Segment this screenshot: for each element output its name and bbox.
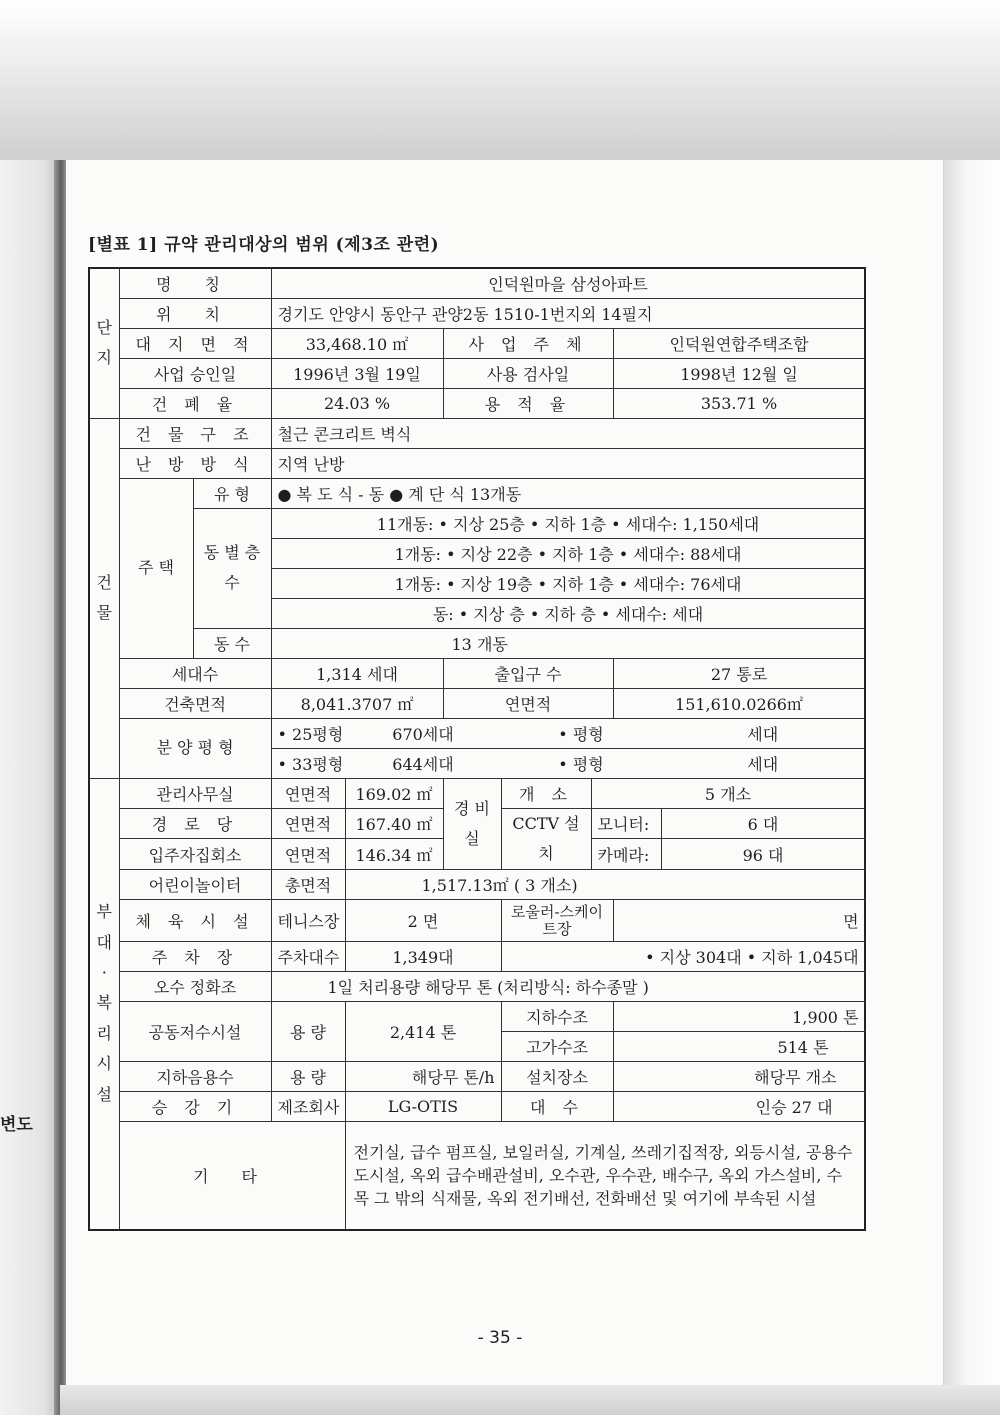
site-area-label: 대 지 면 적 xyxy=(119,328,271,358)
underground-tank-value: 1,900 톤 xyxy=(613,1002,865,1032)
type-label: 유 형 xyxy=(193,478,271,508)
office-key: 연면적 xyxy=(271,778,345,808)
table-caption xyxy=(88,230,439,255)
total-floor-area-value: 151,610.0266㎡ xyxy=(613,688,865,718)
coverage-ratio-value: 24.03 % xyxy=(271,388,443,418)
floors-row: 1개동: • 지상 19층 • 지하 1층 • 세대수: 76세대 xyxy=(271,568,865,598)
groundwater-label: 지하음용수 xyxy=(119,1062,271,1092)
dong-count-value: 13 개동 xyxy=(271,628,865,658)
sale-units-b: 670세대 xyxy=(345,718,501,748)
location-label: 위 치 xyxy=(119,298,271,328)
playground-value: 1,517.13㎡ ( 3 개소) xyxy=(345,870,865,900)
units-label: 세대수 xyxy=(119,658,271,688)
guard-count-value: 5 개소 xyxy=(591,778,865,808)
coverage-ratio-label: 건 폐 율 xyxy=(119,388,271,418)
dong-count-label: 동 수 xyxy=(193,628,271,658)
sale-size-label: 분 양 평 형 xyxy=(119,718,271,778)
floor-area-ratio-value: 353.71 % xyxy=(613,388,865,418)
right-page-edge xyxy=(944,160,1000,1415)
parking-value: 1,349대 xyxy=(345,942,501,972)
entrance-value: 27 통로 xyxy=(613,658,865,688)
cctv-label: CCTV 설치 xyxy=(501,808,591,870)
cctv-camera-key: 카메라: xyxy=(591,839,661,870)
senior-center-key: 연면적 xyxy=(271,808,345,839)
parking-label: 주 차 장 xyxy=(119,942,271,972)
parking-detail: • 지상 304대 • 지하 1,045대 xyxy=(501,942,865,972)
elevator-label: 승 강 기 xyxy=(119,1092,271,1122)
office-label: 관리사무실 xyxy=(119,778,271,808)
building-area-label: 건축면적 xyxy=(119,688,271,718)
resident-hall-label: 입주자집회소 xyxy=(119,839,271,870)
groundwater-place-value: 해당무 개소 xyxy=(613,1062,865,1092)
floors-label: 동 별 층 수 xyxy=(193,508,271,628)
groundwater-place-label: 설치장소 xyxy=(501,1062,613,1092)
name-value: 인덕원마을 삼성아파트 xyxy=(271,268,865,298)
heating-label: 난 방 방 식 xyxy=(119,448,271,478)
others-value: 전기실, 급수 펌프실, 보일러실, 기계실, 쓰레기집적장, 외등시설, 공용수도시설, 옥외 급수배관설비, 오수관, 우수관, 배수구, 옥외 가스설비, 수목 그 밖의 식재물, 옥외 전기배선, 전화배선 및 여기에 부속된 시설 xyxy=(345,1122,865,1230)
floors-row: 동: • 지상 층 • 지하 층 • 세대수: 세대 xyxy=(271,598,865,628)
guard-count-label: 개 소 xyxy=(501,778,591,808)
playground-key: 총면적 xyxy=(271,870,345,900)
guard-room-label: 경 비 실 xyxy=(443,778,501,870)
floors-row: 1개동: • 지상 22층 • 지하 1층 • 세대수: 88세대 xyxy=(271,538,865,568)
tennis-value: 2 면 xyxy=(345,900,501,942)
approval-date-value: 1996년 3월 19일 xyxy=(271,358,443,388)
parking-key: 주차대수 xyxy=(271,942,345,972)
location-value: 경기도 안양시 동안구 관양2동 1510-1번지외 14필지 xyxy=(271,298,865,328)
left-page-edge xyxy=(0,160,62,1415)
septic-label: 오수 정화조 xyxy=(119,972,271,1002)
group-label-facilities: 부 대 · 복 리 시 설 xyxy=(89,778,119,1230)
groundwater-value: 해당무 톤/h xyxy=(345,1062,501,1092)
units-value: 1,314 세대 xyxy=(271,658,443,688)
resident-hall-key: 연면적 xyxy=(271,839,345,870)
elevated-tank-value: 514 톤 xyxy=(613,1032,865,1062)
scan-bottom-background xyxy=(60,1385,1000,1415)
water-storage-label: 공동저수시설 xyxy=(119,1002,271,1062)
approval-date-label: 사업 승인일 xyxy=(119,358,271,388)
sale-units-d: 세대 xyxy=(661,748,865,778)
underground-tank-label: 지하수조 xyxy=(501,1002,613,1032)
cctv-monitor-key: 모니터: xyxy=(591,808,661,839)
structure-value: 철근 콘크리트 벽식 xyxy=(271,418,865,448)
type-value: ● 복 도 식 - 동 ● 계 단 식 13개동 xyxy=(271,478,865,508)
housing-label: 주 택 xyxy=(119,478,193,658)
developer-label: 사 업 주 체 xyxy=(443,328,613,358)
name-label: 명 칭 xyxy=(119,268,271,298)
sports-label: 체 육 시 설 xyxy=(119,900,271,942)
group-label-others: 기 타 xyxy=(119,1122,345,1230)
caption-title: 규약 관리대상의 범위 (제3조 관련) xyxy=(164,235,440,255)
sale-size-a: • 33평형 xyxy=(271,748,345,778)
cctv-camera-value: 96 대 xyxy=(661,839,865,870)
scan-top-background xyxy=(0,0,1000,160)
cctv-monitor-value: 6 대 xyxy=(661,808,865,839)
caption-tag: [별표 1] xyxy=(88,235,158,255)
floors-row: 11개동: • 지상 25층 • 지하 1층 • 세대수: 1,150세대 xyxy=(271,508,865,538)
heating-value: 지역 난방 xyxy=(271,448,865,478)
elevator-maker-value: LG-OTIS xyxy=(345,1092,501,1122)
playground-label: 어린이놀이터 xyxy=(119,870,271,900)
sale-size-c: • 평형 xyxy=(501,718,661,748)
management-scope-table xyxy=(88,267,866,1231)
sale-units-d: 세대 xyxy=(661,718,865,748)
roller-rink-value: 면 xyxy=(613,900,865,942)
resident-hall-value: 146.34 ㎡ xyxy=(345,839,443,870)
structure-label: 건 물 구 조 xyxy=(119,418,271,448)
water-storage-value: 2,414 톤 xyxy=(345,1002,501,1062)
entrance-label: 출입구 수 xyxy=(443,658,613,688)
senior-center-value: 167.40 ㎡ xyxy=(345,808,443,839)
elevator-count-value: 인승 27 대 xyxy=(613,1092,865,1122)
developer-value: 인덕원연합주택조합 xyxy=(613,328,865,358)
senior-center-label: 경 로 당 xyxy=(119,808,271,839)
sale-size-c: • 평형 xyxy=(501,748,661,778)
elevator-count-label: 대 수 xyxy=(501,1092,613,1122)
group-label-building: 건 물 xyxy=(89,418,119,778)
roller-rink-key: 로울러-스케이트장 xyxy=(501,900,613,942)
site-area-value: 33,468.10 ㎡ xyxy=(271,328,443,358)
office-value: 169.02 ㎡ xyxy=(345,778,443,808)
sale-size-a: • 25평형 xyxy=(271,718,345,748)
elevator-maker-key: 제조회사 xyxy=(271,1092,345,1122)
left-page-text-fragment: 변도 xyxy=(0,1115,33,1135)
building-area-value: 8,041.3707 ㎡ xyxy=(271,688,443,718)
groundwater-key: 용 량 xyxy=(271,1062,345,1092)
elevated-tank-label: 고가수조 xyxy=(501,1032,613,1062)
sale-units-b: 644세대 xyxy=(345,748,501,778)
water-storage-key: 용 량 xyxy=(271,1002,345,1062)
inspection-date-label: 사용 검사일 xyxy=(443,358,613,388)
page-number: - 35 - xyxy=(477,1328,523,1348)
total-floor-area-label: 연면적 xyxy=(443,688,613,718)
floor-area-ratio-label: 용 적 율 xyxy=(443,388,613,418)
group-label-danji: 단 지 xyxy=(89,268,119,418)
tennis-key: 테니스장 xyxy=(271,900,345,942)
inspection-date-value: 1998년 12월 일 xyxy=(613,358,865,388)
septic-value: 1일 처리용량 해당무 톤 (처리방식: 하수종말 ) xyxy=(271,972,865,1002)
